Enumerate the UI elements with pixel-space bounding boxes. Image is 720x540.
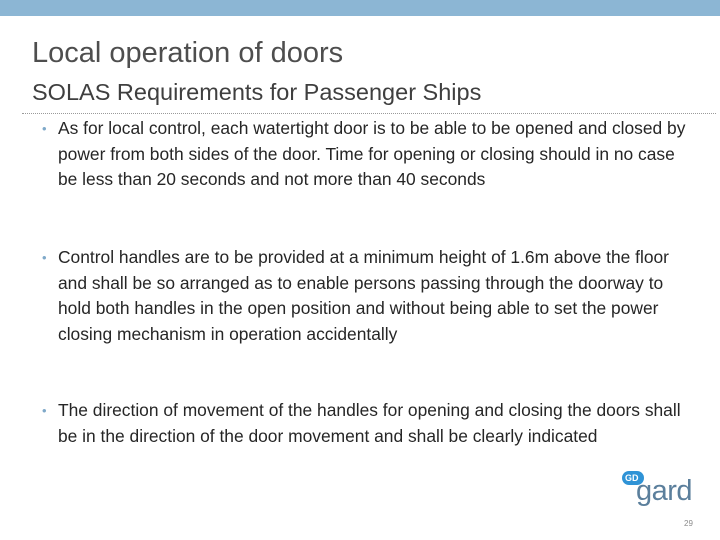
bullet-marker: • bbox=[42, 250, 47, 265]
slide-title: Local operation of doors bbox=[32, 37, 344, 69]
page-number: 29 bbox=[684, 519, 693, 528]
title-divider bbox=[22, 113, 716, 114]
logo-mark-text: GD bbox=[625, 473, 639, 483]
slide-subtitle: SOLAS Requirements for Passenger Ships bbox=[32, 79, 482, 105]
logo-wordmark: gard bbox=[636, 475, 693, 507]
bullet-item bbox=[40, 398, 690, 449]
bullet-marker: • bbox=[42, 121, 47, 136]
bullet-item bbox=[40, 116, 690, 193]
bullet-marker: • bbox=[42, 403, 47, 418]
gard-logo bbox=[620, 471, 700, 515]
bullet-text: Control handles are to be provided at a minimum height of 1.6m above the floor and shall be so arranged as to enable persons passing through the doorway to hold both handles in the open position and without being able to set the power closing mechanism in operation accidentally bbox=[58, 247, 669, 344]
bullet-item bbox=[40, 245, 690, 347]
bullet-text: As for local control, each watertight door is to be able to be opened and closed by power from both sides of the door. Time for opening or closing should in no case be less than 20 seconds and not more than 40 seconds bbox=[58, 118, 686, 189]
top-accent-bar bbox=[0, 0, 720, 16]
bullet-text: The direction of movement of the handles for opening and closing the doors shall be in the direction of the door movement and shall be clearly indicated bbox=[58, 400, 681, 446]
